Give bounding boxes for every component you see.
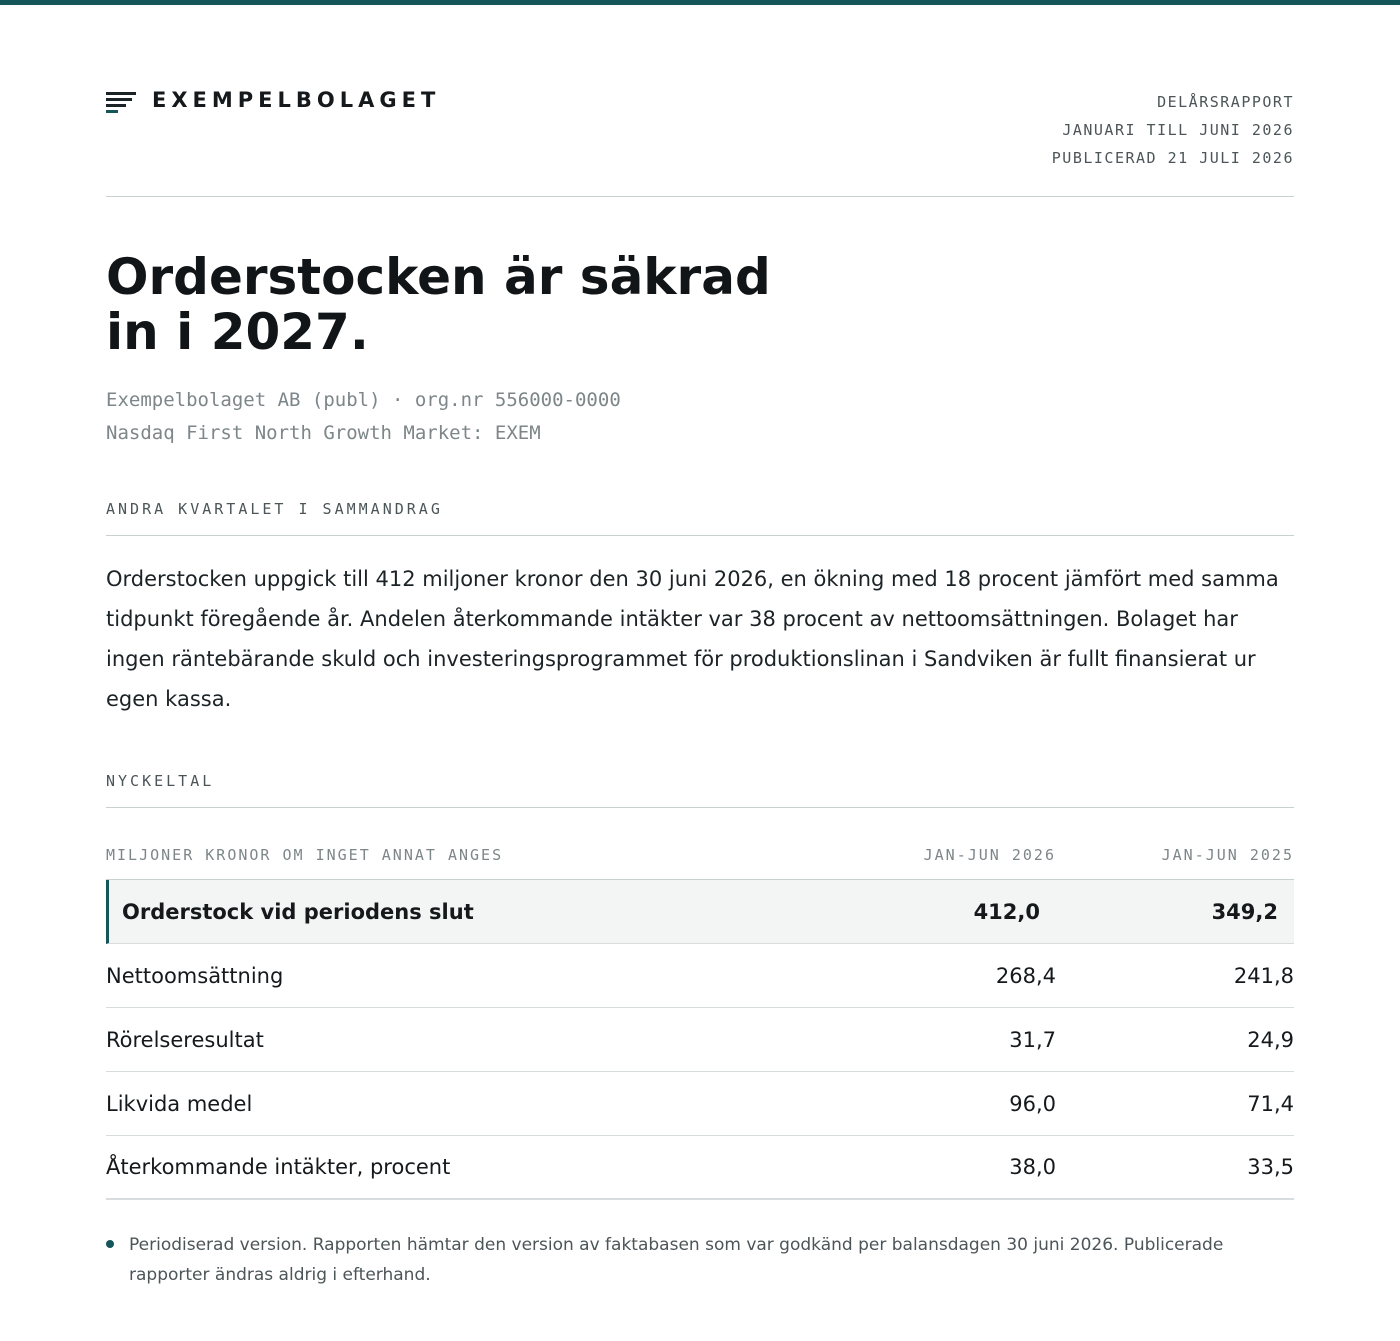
- row-value-2025: 33,5: [1247, 1155, 1294, 1179]
- table-row-highlighted: [106, 880, 1294, 944]
- table-header: [106, 830, 1294, 880]
- summary-divider: [106, 535, 1294, 536]
- table-row: [106, 1008, 1294, 1072]
- row-value-2026: 96,0: [1009, 1091, 1056, 1116]
- report-type: DELÅRSRAPPORT: [1157, 93, 1294, 111]
- row-label: Återkommande intäkter, procent: [106, 1155, 451, 1179]
- company-line-2: Nasdaq First North Growth Market: EXEM: [106, 422, 541, 444]
- keyfigures-divider: [106, 807, 1294, 808]
- footnote-text: Periodiserad version. Rapporten hämtar den version av faktabasen som var godkänd per balansdagen 30 juni 2026. Publicerade rapporter ändras aldrig i efterhand.: [129, 1235, 1224, 1285]
- report-period: JANUARI TILL JUNI 2026: [1062, 121, 1294, 139]
- header-divider: [106, 196, 1294, 197]
- row-label: Nettoomsättning: [106, 963, 284, 988]
- header-unit: MILJONER KRONOR OM INGET ANNAT ANGES: [106, 845, 504, 864]
- company-info: [106, 384, 621, 450]
- company-line-1: Exempelbolaget AB (publ) · org.nr 556000-0000: [106, 389, 621, 411]
- report-meta: [1052, 88, 1294, 172]
- row-value-2025: 24,9: [1247, 1027, 1294, 1052]
- footnote: [106, 1230, 1294, 1290]
- header-period-2026: JAN-JUN 2026: [923, 845, 1056, 864]
- keyfigures-heading: NYCKELTAL: [106, 772, 215, 790]
- table-row: [106, 1136, 1294, 1200]
- table-row: [106, 1072, 1294, 1136]
- title-line-1: Orderstocken är säkrad: [106, 248, 771, 306]
- summary-text: Orderstocken uppgick till 412 miljoner kronor den 30 juni 2026, en ökning med 18 procent jämfört med samma tidpunkt föregående år. Andelen återkommande intäkter var 38 procent av nettoomsättningen. Bolaget har ingen räntebärande skuld och investeringsprogrammet för produktionslinan i Sandviken är fullt finansierat ur egen kassa.: [106, 567, 1279, 711]
- page-title: [106, 250, 866, 360]
- bullet-icon: [106, 1240, 114, 1248]
- menu-lines-icon: [106, 88, 136, 112]
- report-published: PUBLICERAD 21 JULI 2026: [1051, 149, 1294, 167]
- row-label: Rörelseresultat: [106, 1027, 264, 1052]
- row-value-2025: 71,4: [1247, 1091, 1294, 1116]
- brand-name: EXEMPELBOLAGET: [152, 88, 441, 112]
- summary-heading: ANDRA KVARTALET I SAMMANDRAG: [106, 500, 443, 518]
- row-value-2026: 268,4: [995, 963, 1056, 988]
- keyfigures-table: [106, 830, 1294, 1200]
- table-row: [106, 944, 1294, 1008]
- brand: [106, 88, 440, 112]
- row-value-2025: 349,2: [1211, 899, 1278, 924]
- row-label: Likvida medel: [106, 1091, 253, 1116]
- header-period-2025: JAN-JUN 2025: [1161, 845, 1294, 864]
- row-label: Orderstock vid periodens slut: [122, 899, 474, 924]
- accent-bar: [0, 0, 1400, 5]
- row-value-2026: 31,7: [1009, 1027, 1056, 1052]
- title-line-2: in i 2027.: [106, 303, 369, 361]
- row-value-2026: 412,0: [973, 899, 1040, 924]
- row-value-2025: 241,8: [1233, 963, 1294, 988]
- row-value-2026: 38,0: [1009, 1155, 1056, 1179]
